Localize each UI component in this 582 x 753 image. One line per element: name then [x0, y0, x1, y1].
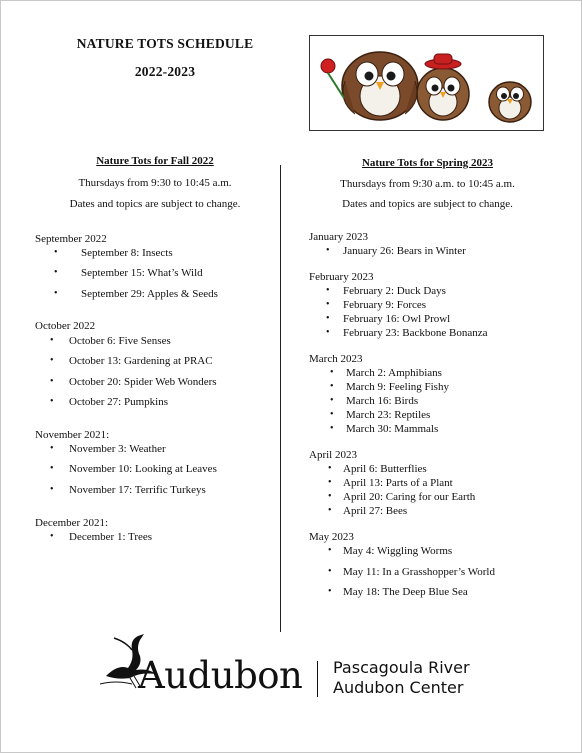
bullet-icon: •: [326, 327, 330, 338]
list-item: April 20: Caring for our Earth: [343, 491, 476, 503]
spring-time: Thursdays from 9:30 a.m. to 10:45 a.m.: [340, 178, 515, 190]
list-item: September 15: What’s Wild: [81, 267, 203, 279]
list-item: May 11: In a Grasshopper’s World: [343, 566, 495, 578]
month-heading: January 2023: [309, 231, 368, 243]
list-item: April 13: Parts of a Plant: [343, 477, 453, 489]
list-item: March 2: Amphibians: [346, 367, 442, 379]
bullet-icon: •: [330, 395, 334, 406]
list-item: September 29: Apples & Seeds: [81, 288, 218, 300]
list-item: February 2: Duck Days: [343, 285, 446, 297]
bullet-icon: •: [330, 409, 334, 420]
list-item: October 20: Spider Web Wonders: [69, 376, 217, 388]
month-heading: November 2021:: [35, 429, 110, 441]
bullet-icon: •: [50, 355, 54, 366]
bullet-icon: •: [326, 245, 330, 256]
bullet-icon: •: [50, 335, 54, 346]
list-item: January 26: Bears in Winter: [343, 245, 466, 257]
month-heading: April 2023: [309, 449, 357, 461]
center-name-line1: Pascagoula River: [333, 658, 470, 677]
spring-heading: Nature Tots for Spring 2023: [361, 157, 493, 169]
list-item: October 6: Five Senses: [69, 335, 171, 347]
fall-time: Thursdays from 9:30 to 10:45 a.m.: [78, 177, 232, 189]
logo-divider: [317, 661, 318, 697]
bullet-icon: •: [50, 531, 54, 542]
bullet-icon: •: [328, 477, 332, 488]
month-heading: May 2023: [309, 531, 354, 543]
month-heading: December 2021:: [35, 517, 108, 529]
owl-illustration-frame: [309, 35, 544, 131]
list-item: April 6: Butterflies: [343, 463, 427, 475]
bullet-icon: •: [328, 586, 332, 597]
list-item: October 27: Pumpkins: [69, 396, 168, 408]
list-item: November 10: Looking at Leaves: [69, 463, 217, 475]
bullet-icon: •: [326, 285, 330, 296]
list-item: May 4: Wiggling Worms: [343, 545, 453, 557]
bullet-icon: •: [328, 463, 332, 474]
bullet-icon: •: [50, 443, 54, 454]
bullet-icon: •: [50, 484, 54, 495]
bullet-icon: •: [54, 247, 58, 258]
list-item: March 9: Feeling Fishy: [346, 381, 449, 393]
list-item: November 17: Terrific Turkeys: [69, 484, 206, 496]
bullet-icon: •: [50, 396, 54, 407]
bullet-icon: •: [326, 313, 330, 324]
month-heading: September 2022: [35, 233, 107, 245]
bullet-icon: •: [328, 491, 332, 502]
bullet-icon: •: [50, 376, 54, 387]
bullet-icon: •: [330, 423, 334, 434]
page-subtitle-years: 2022-2023: [134, 64, 196, 79]
list-item: February 16: Owl Prowl: [343, 313, 451, 325]
bullet-icon: •: [326, 299, 330, 310]
list-item: May 18: The Deep Blue Sea: [343, 586, 468, 598]
column-divider: [280, 165, 281, 632]
bullet-icon: •: [328, 545, 332, 556]
bullet-icon: •: [328, 566, 332, 577]
bullet-icon: •: [54, 288, 58, 299]
list-item: December 1: Trees: [69, 531, 153, 543]
list-item: February 23: Backbone Bonanza: [343, 327, 488, 339]
list-item: March 23: Reptiles: [346, 409, 431, 421]
bullet-icon: •: [54, 267, 58, 278]
list-item: February 9: Forces: [343, 299, 427, 311]
list-item: March 16: Birds: [346, 395, 419, 407]
audubon-logo-wordmark: Audubon: [138, 654, 303, 697]
list-item: April 27: Bees: [343, 505, 408, 517]
bullet-icon: •: [50, 463, 54, 474]
spring-note: Dates and topics are subject to change.: [342, 198, 513, 210]
list-item: November 3: Weather: [69, 443, 166, 455]
list-item: March 30: Mammals: [346, 423, 439, 435]
owl-family-icon: [310, 36, 543, 130]
fall-heading: Nature Tots for Fall 2022: [96, 155, 214, 167]
list-item: September 8: Insects: [81, 247, 173, 259]
fall-note: Dates and topics are subject to change.: [69, 198, 241, 210]
month-heading: March 2023: [309, 353, 363, 365]
bullet-icon: •: [330, 367, 334, 378]
page-title: NATURE TOTS SCHEDULE: [76, 36, 254, 51]
list-item: October 13: Gardening at PRAC: [69, 355, 213, 367]
bullet-icon: •: [330, 381, 334, 392]
month-heading: October 2022: [35, 320, 96, 332]
month-heading: February 2023: [309, 271, 374, 283]
bullet-icon: •: [328, 505, 332, 516]
center-name-line2: Audubon Center: [333, 678, 464, 697]
